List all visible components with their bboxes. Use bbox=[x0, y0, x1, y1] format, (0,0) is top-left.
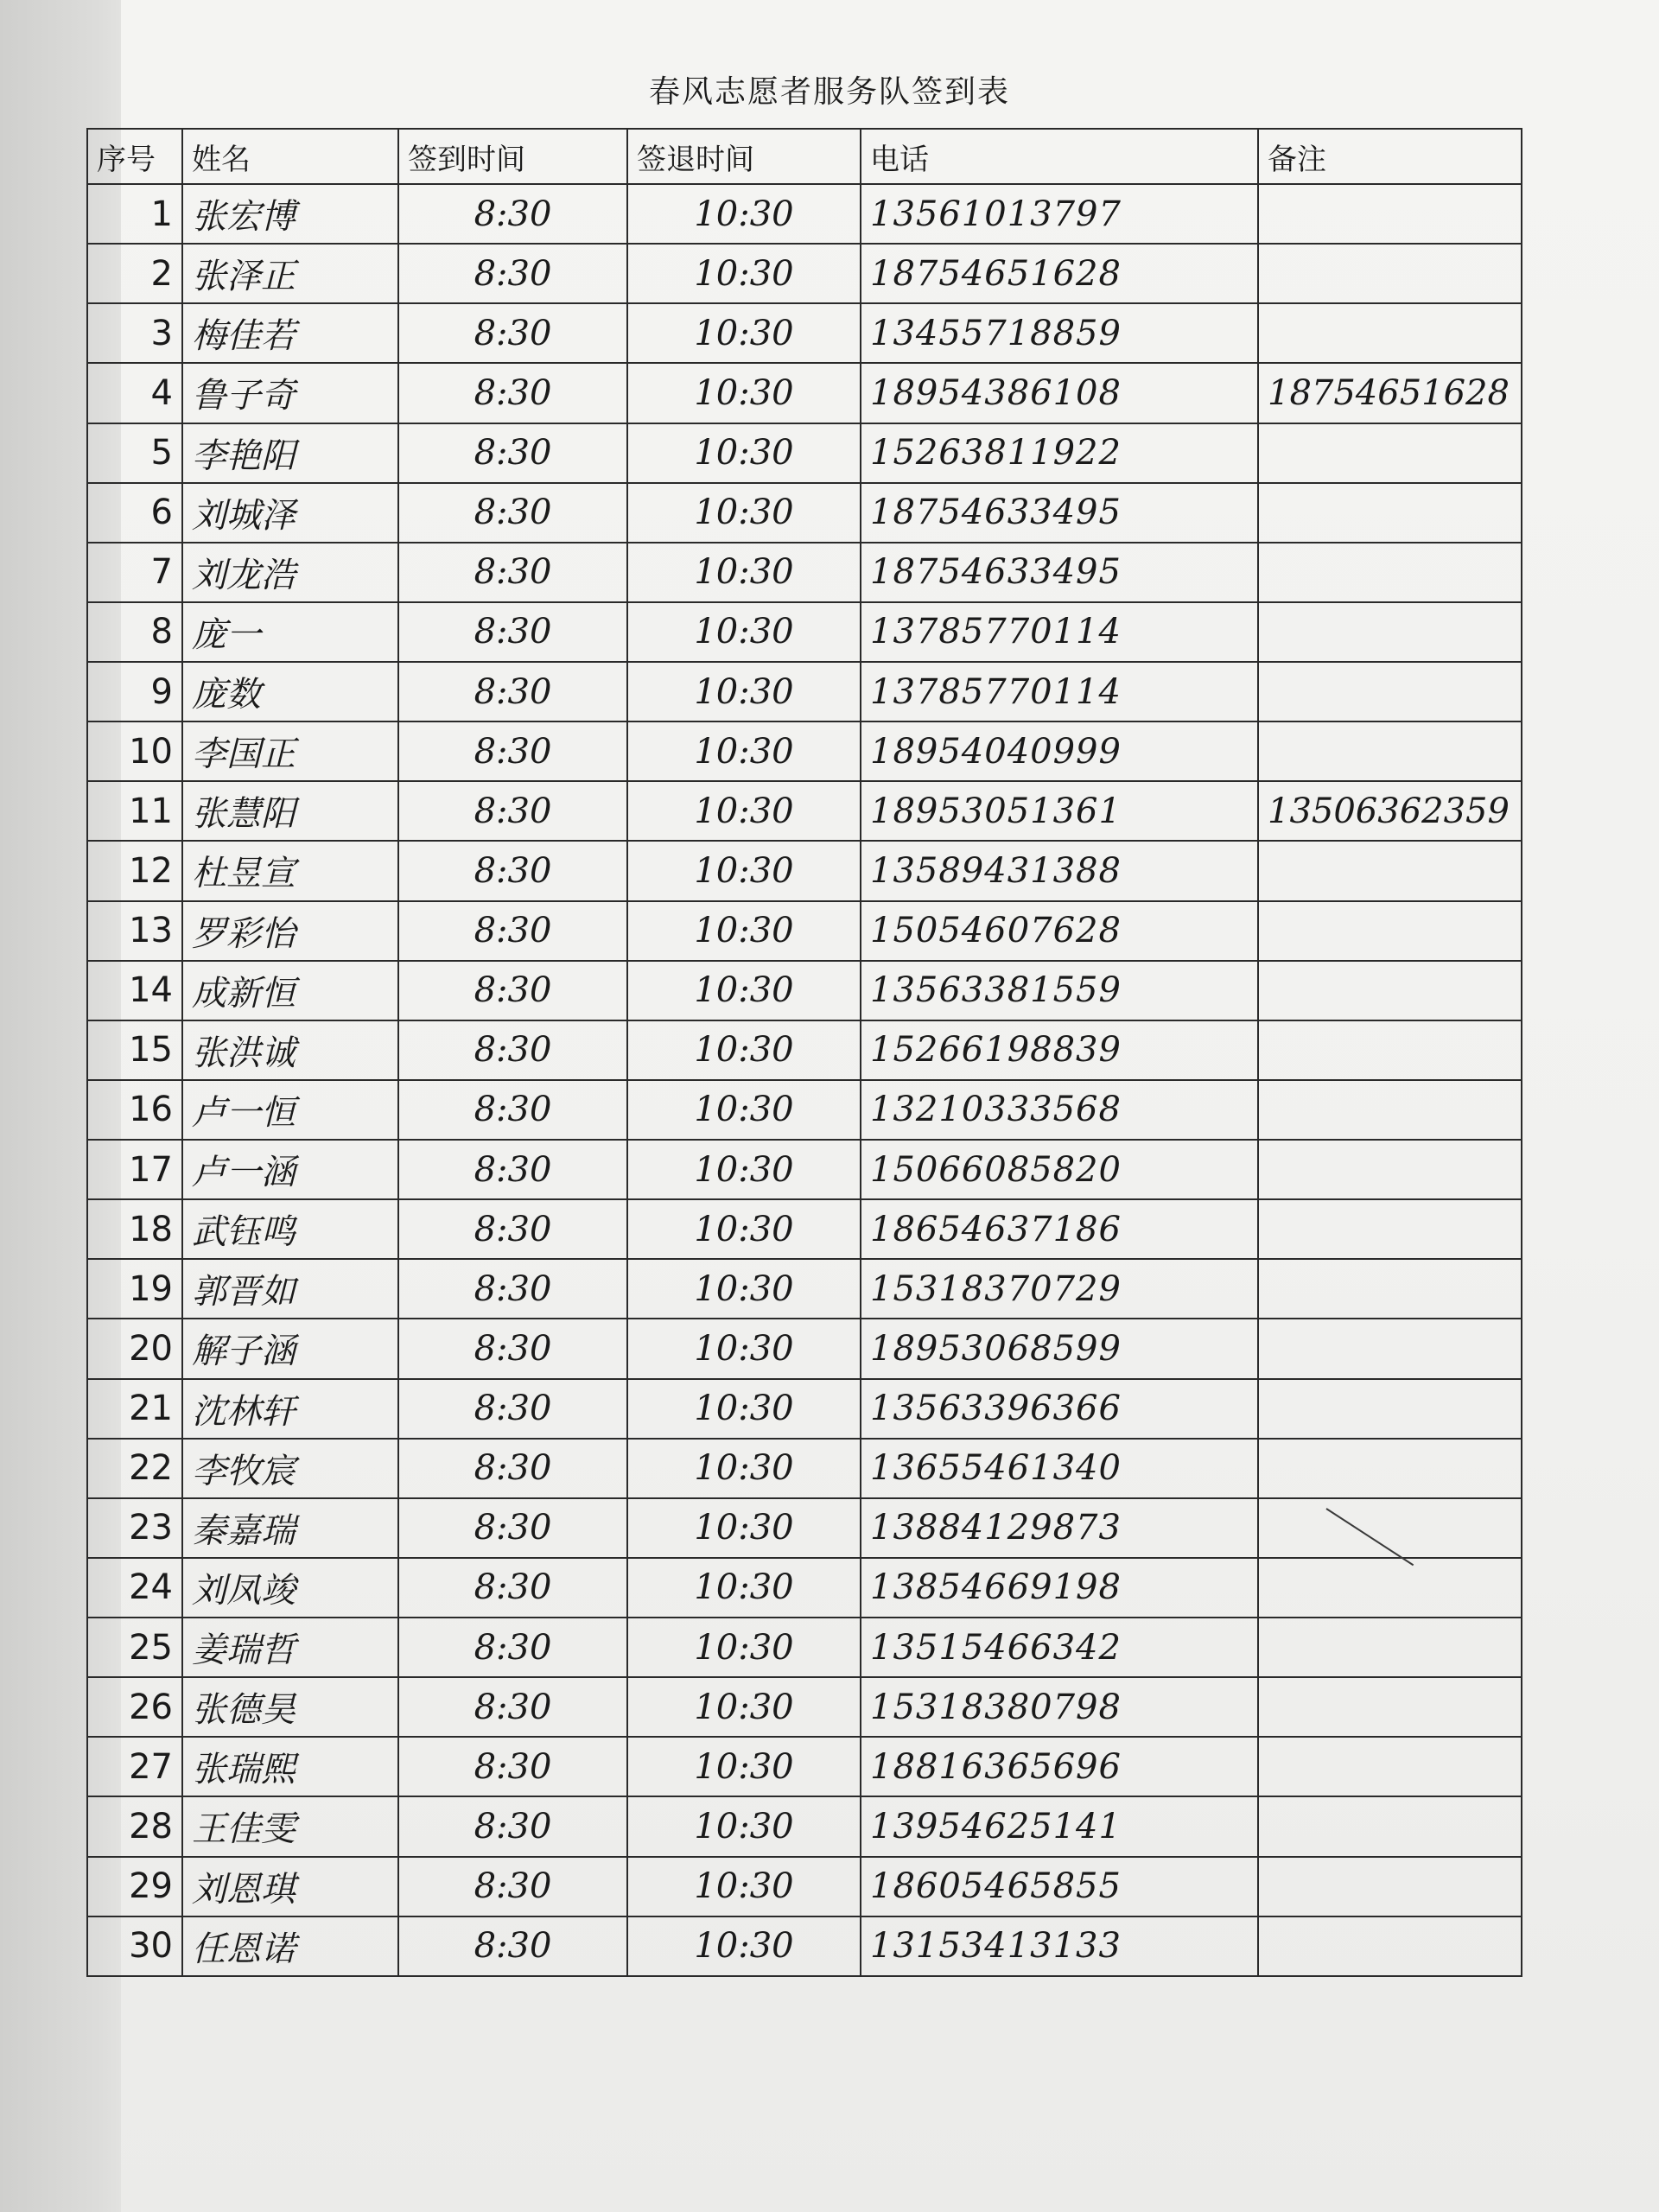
row-note bbox=[1258, 1379, 1522, 1439]
signout-time: 10:30 bbox=[627, 841, 861, 900]
phone-number: 18953068599 bbox=[861, 1319, 1258, 1378]
volunteer-name: 刘恩琪 bbox=[182, 1857, 398, 1916]
volunteer-name: 秦嘉瑞 bbox=[182, 1498, 398, 1558]
volunteer-name: 李国正 bbox=[182, 721, 398, 781]
row-note bbox=[1258, 1199, 1522, 1259]
phone-number: 13563381559 bbox=[861, 961, 1258, 1020]
table-row bbox=[87, 1379, 1522, 1439]
signin-time: 8:30 bbox=[398, 244, 627, 303]
signout-time: 10:30 bbox=[627, 961, 861, 1020]
row-note bbox=[1258, 483, 1522, 543]
volunteer-name: 武钰鸣 bbox=[182, 1199, 398, 1259]
table-row bbox=[87, 483, 1522, 543]
table-row bbox=[87, 662, 1522, 721]
row-index: 12 bbox=[87, 841, 182, 900]
phone-number: 18605465855 bbox=[861, 1857, 1258, 1916]
row-note: 18754651628 bbox=[1258, 363, 1522, 423]
signin-time: 8:30 bbox=[398, 1916, 627, 1976]
table-row bbox=[87, 363, 1522, 423]
phone-number: 13455718859 bbox=[861, 303, 1258, 363]
signout-time: 10:30 bbox=[627, 1140, 861, 1199]
signout-time: 10:30 bbox=[627, 662, 861, 721]
signout-time: 10:30 bbox=[627, 1677, 861, 1737]
table-row bbox=[87, 1319, 1522, 1378]
signin-time: 8:30 bbox=[398, 1020, 627, 1080]
signout-time: 10:30 bbox=[627, 781, 861, 841]
row-index: 20 bbox=[87, 1319, 182, 1378]
table-row bbox=[87, 841, 1522, 900]
row-index: 7 bbox=[87, 543, 182, 602]
phone-number: 18654637186 bbox=[861, 1199, 1258, 1259]
signin-time: 8:30 bbox=[398, 901, 627, 961]
row-index: 18 bbox=[87, 1199, 182, 1259]
volunteer-name: 沈林轩 bbox=[182, 1379, 398, 1439]
row-index: 27 bbox=[87, 1737, 182, 1796]
signin-time: 8:30 bbox=[398, 1857, 627, 1916]
row-index: 11 bbox=[87, 781, 182, 841]
volunteer-name: 张瑞熙 bbox=[182, 1737, 398, 1796]
signout-time: 10:30 bbox=[627, 1737, 861, 1796]
row-note bbox=[1258, 721, 1522, 781]
row-note bbox=[1258, 901, 1522, 961]
signout-time: 10:30 bbox=[627, 363, 861, 423]
row-index: 15 bbox=[87, 1020, 182, 1080]
row-index: 10 bbox=[87, 721, 182, 781]
signout-time: 10:30 bbox=[627, 1020, 861, 1080]
row-note bbox=[1258, 1558, 1522, 1618]
volunteer-name: 李牧宸 bbox=[182, 1439, 398, 1498]
table-row bbox=[87, 721, 1522, 781]
signout-time: 10:30 bbox=[627, 721, 861, 781]
signout-time: 10:30 bbox=[627, 244, 861, 303]
signout-time: 10:30 bbox=[627, 303, 861, 363]
signout-time: 10:30 bbox=[627, 1498, 861, 1558]
signin-time: 8:30 bbox=[398, 721, 627, 781]
phone-number: 13515466342 bbox=[861, 1618, 1258, 1677]
table-row bbox=[87, 1080, 1522, 1140]
signin-time: 8:30 bbox=[398, 1140, 627, 1199]
row-index: 9 bbox=[87, 662, 182, 721]
signout-time: 10:30 bbox=[627, 483, 861, 543]
row-note bbox=[1258, 543, 1522, 602]
phone-number: 13563396366 bbox=[861, 1379, 1258, 1439]
row-note bbox=[1258, 662, 1522, 721]
volunteer-name: 刘城泽 bbox=[182, 483, 398, 543]
table-row bbox=[87, 423, 1522, 483]
signout-time: 10:30 bbox=[627, 1857, 861, 1916]
signin-time: 8:30 bbox=[398, 1558, 627, 1618]
phone-number: 13210333568 bbox=[861, 1080, 1258, 1140]
row-note bbox=[1258, 961, 1522, 1020]
phone-number: 13854669198 bbox=[861, 1558, 1258, 1618]
table-row bbox=[87, 602, 1522, 662]
signin-time: 8:30 bbox=[398, 363, 627, 423]
signin-time: 8:30 bbox=[398, 1677, 627, 1737]
row-index: 3 bbox=[87, 303, 182, 363]
signin-time: 8:30 bbox=[398, 1498, 627, 1558]
volunteer-name: 罗彩怡 bbox=[182, 901, 398, 961]
phone-number: 13153413133 bbox=[861, 1916, 1258, 1976]
signout-time: 10:30 bbox=[627, 1916, 861, 1976]
table-row bbox=[87, 1677, 1522, 1737]
header-row bbox=[87, 129, 1522, 184]
row-index: 21 bbox=[87, 1379, 182, 1439]
volunteer-name: 梅佳若 bbox=[182, 303, 398, 363]
signout-time: 10:30 bbox=[627, 543, 861, 602]
row-note bbox=[1258, 841, 1522, 900]
table-row bbox=[87, 1737, 1522, 1796]
row-note bbox=[1258, 1439, 1522, 1498]
signin-time: 8:30 bbox=[398, 1319, 627, 1378]
row-note bbox=[1258, 1618, 1522, 1677]
volunteer-name: 张慧阳 bbox=[182, 781, 398, 841]
table-row bbox=[87, 244, 1522, 303]
row-index: 23 bbox=[87, 1498, 182, 1558]
row-index: 30 bbox=[87, 1916, 182, 1976]
signin-time: 8:30 bbox=[398, 1259, 627, 1319]
header-signout-time: 签退时间 bbox=[627, 129, 861, 184]
row-note bbox=[1258, 1916, 1522, 1976]
phone-number: 13954625141 bbox=[861, 1796, 1258, 1856]
row-index: 25 bbox=[87, 1618, 182, 1677]
signin-time: 8:30 bbox=[398, 483, 627, 543]
signin-time: 8:30 bbox=[398, 1080, 627, 1140]
table-row bbox=[87, 543, 1522, 602]
volunteer-name: 姜瑞哲 bbox=[182, 1618, 398, 1677]
table-row bbox=[87, 1498, 1522, 1558]
header-signin-time: 签到时间 bbox=[398, 129, 627, 184]
signin-time: 8:30 bbox=[398, 1796, 627, 1856]
sheet-title: 春风志愿者服务队签到表 bbox=[648, 74, 1010, 110]
volunteer-name: 郭晋如 bbox=[182, 1259, 398, 1319]
volunteer-name: 张洪诚 bbox=[182, 1020, 398, 1080]
volunteer-name: 张宏博 bbox=[182, 184, 398, 244]
signout-time: 10:30 bbox=[627, 1796, 861, 1856]
phone-number: 15263811922 bbox=[861, 423, 1258, 483]
phone-number: 15318380798 bbox=[861, 1677, 1258, 1737]
row-note bbox=[1258, 602, 1522, 662]
phone-number: 13589431388 bbox=[861, 841, 1258, 900]
volunteer-name: 张泽正 bbox=[182, 244, 398, 303]
signout-time: 10:30 bbox=[627, 1439, 861, 1498]
row-index: 19 bbox=[87, 1259, 182, 1319]
signout-time: 10:30 bbox=[627, 1379, 861, 1439]
signin-time: 8:30 bbox=[398, 184, 627, 244]
signin-time: 8:30 bbox=[398, 841, 627, 900]
signin-time: 8:30 bbox=[398, 543, 627, 602]
row-index: 26 bbox=[87, 1677, 182, 1737]
signin-table bbox=[86, 128, 1522, 1977]
row-note bbox=[1258, 1796, 1522, 1856]
row-index: 28 bbox=[87, 1796, 182, 1856]
row-note bbox=[1258, 184, 1522, 244]
table-row bbox=[87, 961, 1522, 1020]
volunteer-name: 杜昱宣 bbox=[182, 841, 398, 900]
volunteer-name: 庞数 bbox=[182, 662, 398, 721]
row-index: 6 bbox=[87, 483, 182, 543]
row-index: 29 bbox=[87, 1857, 182, 1916]
signin-time: 8:30 bbox=[398, 662, 627, 721]
table-row bbox=[87, 1916, 1522, 1976]
phone-number: 18953051361 bbox=[861, 781, 1258, 841]
row-index: 22 bbox=[87, 1439, 182, 1498]
volunteer-name: 刘龙浩 bbox=[182, 543, 398, 602]
volunteer-name: 成新恒 bbox=[182, 961, 398, 1020]
signin-time: 8:30 bbox=[398, 1439, 627, 1498]
header-index: 序号 bbox=[87, 129, 182, 184]
table-row bbox=[87, 1558, 1522, 1618]
header-name: 姓名 bbox=[182, 129, 398, 184]
row-note: 13506362359 bbox=[1258, 781, 1522, 841]
row-note bbox=[1258, 423, 1522, 483]
signout-time: 10:30 bbox=[627, 184, 861, 244]
row-note bbox=[1258, 1319, 1522, 1378]
volunteer-name: 张德昊 bbox=[182, 1677, 398, 1737]
phone-number: 13561013797 bbox=[861, 184, 1258, 244]
table-row bbox=[87, 1140, 1522, 1199]
header-note: 备注 bbox=[1258, 129, 1522, 184]
signin-time: 8:30 bbox=[398, 1379, 627, 1439]
table-row bbox=[87, 1796, 1522, 1856]
signout-time: 10:30 bbox=[627, 1618, 861, 1677]
signin-time: 8:30 bbox=[398, 1737, 627, 1796]
volunteer-name: 刘凤竣 bbox=[182, 1558, 398, 1618]
row-index: 4 bbox=[87, 363, 182, 423]
signout-time: 10:30 bbox=[627, 1259, 861, 1319]
phone-number: 15066085820 bbox=[861, 1140, 1258, 1199]
volunteer-name: 鲁子奇 bbox=[182, 363, 398, 423]
volunteer-name: 李艳阳 bbox=[182, 423, 398, 483]
row-note bbox=[1258, 1140, 1522, 1199]
signout-time: 10:30 bbox=[627, 423, 861, 483]
phone-number: 18816365696 bbox=[861, 1737, 1258, 1796]
table-row bbox=[87, 1439, 1522, 1498]
row-index: 5 bbox=[87, 423, 182, 483]
table-row bbox=[87, 1618, 1522, 1677]
signin-time: 8:30 bbox=[398, 1199, 627, 1259]
phone-number: 18754633495 bbox=[861, 483, 1258, 543]
phone-number: 13655461340 bbox=[861, 1439, 1258, 1498]
phone-number: 13884129873 bbox=[861, 1498, 1258, 1558]
signin-time: 8:30 bbox=[398, 781, 627, 841]
signout-time: 10:30 bbox=[627, 602, 861, 662]
row-index: 16 bbox=[87, 1080, 182, 1140]
signout-time: 10:30 bbox=[627, 1080, 861, 1140]
row-note bbox=[1258, 303, 1522, 363]
signout-time: 10:30 bbox=[627, 1199, 861, 1259]
row-note bbox=[1258, 1080, 1522, 1140]
row-note bbox=[1258, 1677, 1522, 1737]
signout-time: 10:30 bbox=[627, 1319, 861, 1378]
signin-time: 8:30 bbox=[398, 303, 627, 363]
volunteer-name: 庞一 bbox=[182, 602, 398, 662]
table-row bbox=[87, 781, 1522, 841]
phone-number: 15054607628 bbox=[861, 901, 1258, 961]
table-header bbox=[87, 129, 1522, 184]
signin-time: 8:30 bbox=[398, 961, 627, 1020]
row-index: 2 bbox=[87, 244, 182, 303]
phone-number: 15318370729 bbox=[861, 1259, 1258, 1319]
signin-time: 8:30 bbox=[398, 423, 627, 483]
row-index: 17 bbox=[87, 1140, 182, 1199]
row-note bbox=[1258, 1737, 1522, 1796]
volunteer-name: 王佳雯 bbox=[182, 1796, 398, 1856]
table-row bbox=[87, 901, 1522, 961]
table-row bbox=[87, 1259, 1522, 1319]
header-phone: 电话 bbox=[861, 129, 1258, 184]
row-index: 14 bbox=[87, 961, 182, 1020]
row-index: 24 bbox=[87, 1558, 182, 1618]
volunteer-name: 任恩诺 bbox=[182, 1916, 398, 1976]
signout-time: 10:30 bbox=[627, 901, 861, 961]
signout-time: 10:30 bbox=[627, 1558, 861, 1618]
phone-number: 18954040999 bbox=[861, 721, 1258, 781]
table-body bbox=[87, 184, 1522, 1976]
row-index: 13 bbox=[87, 901, 182, 961]
phone-number: 13785770114 bbox=[861, 662, 1258, 721]
phone-number: 18754651628 bbox=[861, 244, 1258, 303]
row-note bbox=[1258, 1259, 1522, 1319]
volunteer-name: 卢一恒 bbox=[182, 1080, 398, 1140]
table-row bbox=[87, 184, 1522, 244]
signin-time: 8:30 bbox=[398, 1618, 627, 1677]
row-note bbox=[1258, 1020, 1522, 1080]
phone-number: 18754633495 bbox=[861, 543, 1258, 602]
row-note bbox=[1258, 1857, 1522, 1916]
phone-number: 15266198839 bbox=[861, 1020, 1258, 1080]
row-index: 8 bbox=[87, 602, 182, 662]
table-row bbox=[87, 1199, 1522, 1259]
volunteer-name: 解子涵 bbox=[182, 1319, 398, 1378]
phone-number: 13785770114 bbox=[861, 602, 1258, 662]
row-note bbox=[1258, 244, 1522, 303]
volunteer-name: 卢一涵 bbox=[182, 1140, 398, 1199]
table-row bbox=[87, 1020, 1522, 1080]
row-index: 1 bbox=[87, 184, 182, 244]
table-row bbox=[87, 303, 1522, 363]
signin-time: 8:30 bbox=[398, 602, 627, 662]
table-row bbox=[87, 1857, 1522, 1916]
phone-number: 18954386108 bbox=[861, 363, 1258, 423]
